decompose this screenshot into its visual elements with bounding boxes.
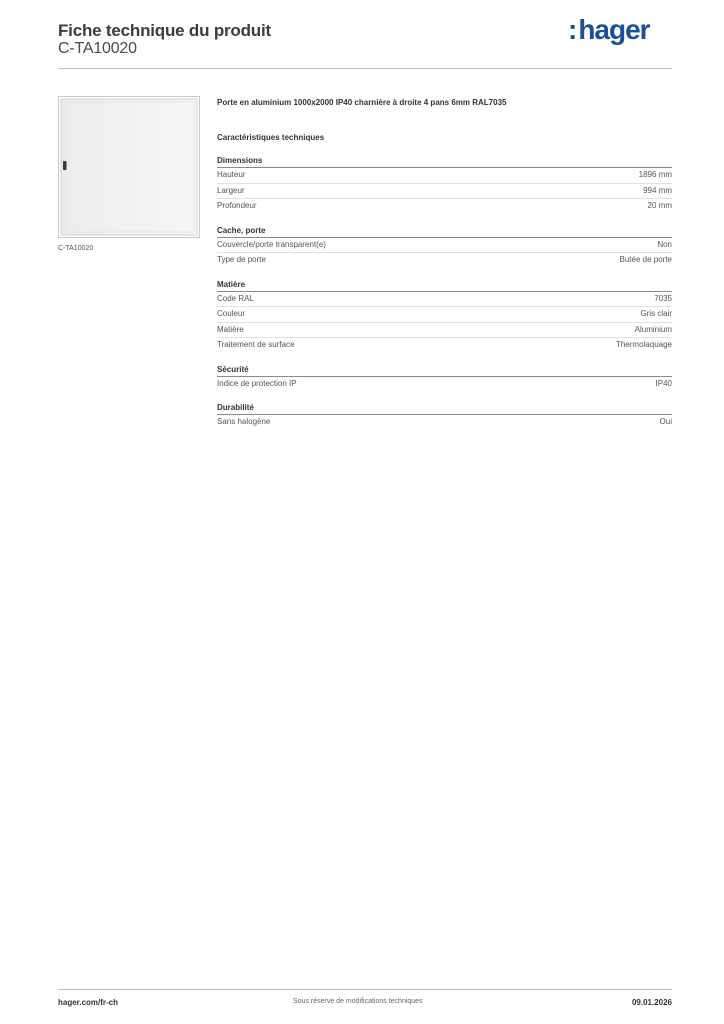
spec-row (217, 415, 672, 430)
spec-label: Largeur (217, 185, 245, 195)
spec-label: Indice de protection IP (217, 378, 297, 388)
spec-row (217, 199, 672, 214)
section-durabilite (217, 401, 672, 430)
spec-value: 20 mm (647, 201, 672, 210)
spec-label: Profondeur (217, 201, 257, 210)
footer-divider (58, 989, 672, 990)
spec-label: Code RAL (217, 293, 254, 303)
footer-disclaimer: Sous réserve de modifications techniques (293, 998, 423, 1005)
spec-value: Thermolaquage (615, 340, 672, 349)
spec-value: 994 mm (643, 185, 672, 195)
spec-label: Type de porte (217, 255, 266, 264)
door-illustration-icon (59, 97, 199, 237)
page-title: Fiche technique du produit (58, 21, 271, 40)
section-title: Dimensions (217, 154, 672, 168)
spec-label: Hauteur (217, 170, 246, 179)
spec-label: Matière (217, 324, 244, 334)
section-dimensions (217, 154, 672, 214)
header-divider (58, 68, 672, 69)
spec-row (217, 323, 672, 339)
spec-row (217, 168, 672, 184)
spec-value: Aluminium (634, 324, 672, 334)
image-caption: C-TA10020 (58, 245, 94, 252)
section-securite (217, 363, 672, 392)
spec-value: Oui (659, 417, 672, 426)
hager-logo: :hager (568, 14, 650, 45)
section-matiere (217, 278, 672, 353)
spec-value: IP40 (655, 378, 672, 388)
footer-website: hager.com/fr-ch (58, 998, 119, 1007)
spec-row (217, 292, 672, 308)
spec-label: Sans halogène (217, 417, 271, 426)
spec-value: Butée de porte (619, 255, 672, 264)
spec-label: Couvercle/porte transparent(e) (217, 239, 326, 249)
spec-label: Traitement de surface (217, 340, 295, 349)
product-description: Porte en aluminium 1000x2000 IP40 charnière à droite 4 pans 6mm RAL7035 (217, 98, 507, 107)
spec-label: Couleur (217, 309, 246, 318)
section-title: Durabilité (217, 401, 672, 415)
spec-row (217, 184, 672, 200)
section-title: Sécurité (217, 363, 672, 377)
section-title: Matière (217, 278, 672, 292)
spec-value: 7035 (654, 293, 672, 303)
spec-content (217, 96, 672, 430)
spec-row (217, 307, 672, 323)
spec-value: Gris clair (640, 309, 672, 318)
section-cache-porte (217, 224, 672, 268)
product-image (58, 96, 200, 238)
spec-row (217, 238, 672, 254)
spec-value: 1896 mm (638, 170, 672, 179)
tech-heading: Caractéristiques techniques (217, 133, 325, 142)
spec-row (217, 338, 672, 353)
spec-row (217, 253, 672, 268)
product-reference: C-TA10020 (58, 40, 137, 57)
logo-text: hager (578, 14, 650, 45)
footer-date: 09.01.2026 (631, 998, 672, 1007)
spec-row (217, 377, 672, 392)
spec-value: Non (657, 239, 672, 249)
section-title: Cache, porte (217, 224, 672, 238)
